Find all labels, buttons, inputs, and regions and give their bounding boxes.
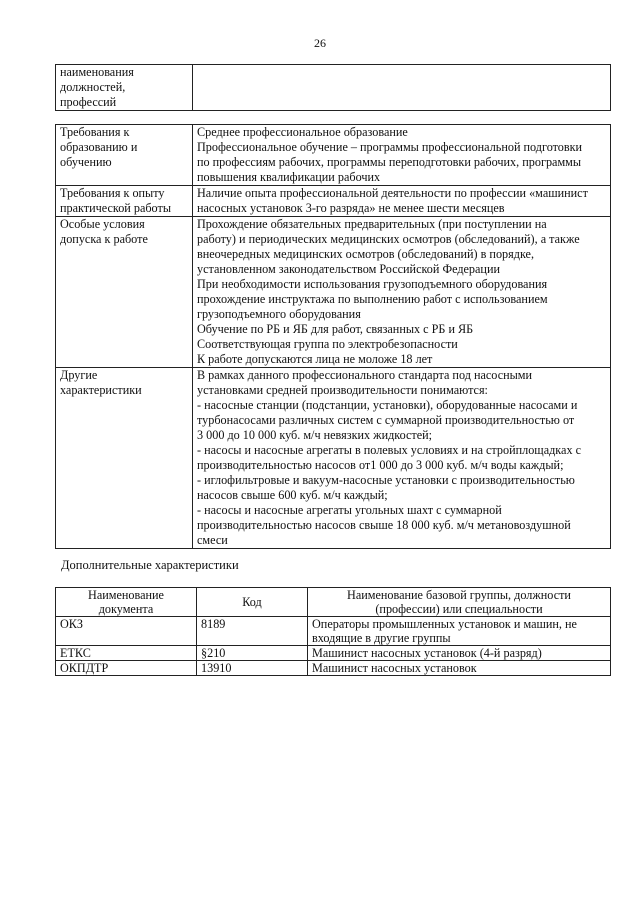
code-cell: 8189 [197,617,308,646]
job-titles-table [55,64,611,111]
label-line: обучению [60,155,112,169]
value-line: Наличие опыта профессиональной деятельности по профессии «машинист [197,186,588,200]
header-code: Код [197,588,308,617]
label-line: Другие [60,368,98,382]
group-line: Машинист насосных установок [312,661,477,675]
table-row [56,186,611,217]
label-line: наименования [60,65,134,79]
value-line: турбонасосами различных систем с суммарной производительностью от [197,413,575,427]
row-label [56,217,193,368]
value-line: установками средней производительности понимаются: [197,383,488,397]
table-row [56,217,611,368]
header-line: Наименование базовой группы, должности [347,588,571,602]
group-cell [308,617,611,646]
value-line: насосных установок 3-го разряда» не менее шести месяцев [197,201,505,215]
value-line: прохождение инструктажа по выполнению работ с использованием [197,292,548,306]
label-line: должностей, [60,80,126,94]
group-line: Операторы промышленных установок и машин, не [312,617,577,631]
header-line: Наименование [88,588,164,602]
row-label [56,186,193,217]
value-line: повышения квалификации рабочих [197,170,381,184]
section-heading: Дополнительные характеристики [61,558,239,572]
row-label [56,125,193,186]
value-line: 3 000 до 10 000 куб. м/ч невязких жидкостей; [197,428,433,442]
value-line: насосов свыше 600 куб. м/ч каждый; [197,488,388,502]
value-line: Среднее профессиональное образование [197,125,408,139]
value-line: Профессиональное обучение – программы профессиональной подготовки [197,140,583,154]
label-line: Требования к [60,125,130,139]
value-line: производительностью насосов от1 000 до 3 000 куб. м/ч воды каждый; [197,458,564,472]
table-row [56,65,611,111]
value-line: - насосы и насосные агрегаты угольных шахт с суммарной [197,503,502,517]
code-cell: 13910 [197,661,308,676]
group-line: входящие в другие группы [312,631,451,645]
page-number: 26 [314,36,326,50]
row-label [56,65,193,111]
value-line: установленном законодательством Российской Федерации [197,262,501,276]
value-line: - насосные станции (подстанции, установки), оборудованные насосами и [197,398,578,412]
row-value [193,368,611,549]
group-cell [308,661,611,676]
value-line: - иглофильтровые и вакуум-насосные установки с производительностью [197,473,575,487]
label-line: допуска к работе [60,232,148,246]
table-row [56,617,611,646]
label-line: образованию и [60,140,138,154]
table-header-row [56,588,611,617]
value-line: Обучение по РБ и ЯБ для работ, связанных с РБ и ЯБ [197,322,474,336]
document-cell: ОКЗ [56,617,197,646]
row-label [56,368,193,549]
value-line: внеочередных медицинских осмотров (обследований) в порядке, [197,247,535,261]
value-line: производительностью насосов свыше 18 000 куб. м/ч метановоздушной [197,518,571,532]
label-line: профессий [60,95,117,109]
row-value [193,186,611,217]
code-cell: §210 [197,646,308,661]
requirements-table [55,124,611,549]
value-line: смеси [197,533,228,547]
table-row [56,661,611,676]
value-line: При необходимости использования грузоподъемного оборудования [197,277,548,291]
header-line: документа [98,602,154,616]
document-cell: ЕТКС [56,646,197,661]
value-line: Прохождение обязательных предварительных (при поступлении на [197,217,547,231]
additional-characteristics-table [55,587,611,676]
row-value [193,125,611,186]
document-cell: ОКПДТР [56,661,197,676]
value-line: В рамках данного профессионального стандарта под насосными [197,368,533,382]
row-value [193,65,611,111]
value-line: К работе допускаются лица не моложе 18 лет [197,352,433,366]
table-row [56,646,611,661]
header-line: (профессии) или специальности [375,602,543,616]
table-row [56,125,611,186]
group-line: Машинист насосных установок (4-й разряд) [312,646,542,660]
value-line: - насосы и насосные агрегаты в полевых условиях и на стройплощадках с [197,443,582,457]
value-line: работу) и периодических медицинских осмотров (обследований), а также [197,232,580,246]
group-cell [308,646,611,661]
table-row [56,368,611,549]
label-line: практической работы [60,201,172,215]
label-line: Особые условия [60,217,145,231]
value-line: грузоподъемного оборудования [197,307,361,321]
value-line: по профессиям рабочих, программы переподготовки рабочих, программы [197,155,582,169]
row-value [193,217,611,368]
header-document [56,588,197,617]
value-line: Соответствующая группа по электробезопасности [197,337,458,351]
label-line: характеристики [60,383,142,397]
header-group [308,588,611,617]
label-line: Требования к опыту [60,186,165,200]
